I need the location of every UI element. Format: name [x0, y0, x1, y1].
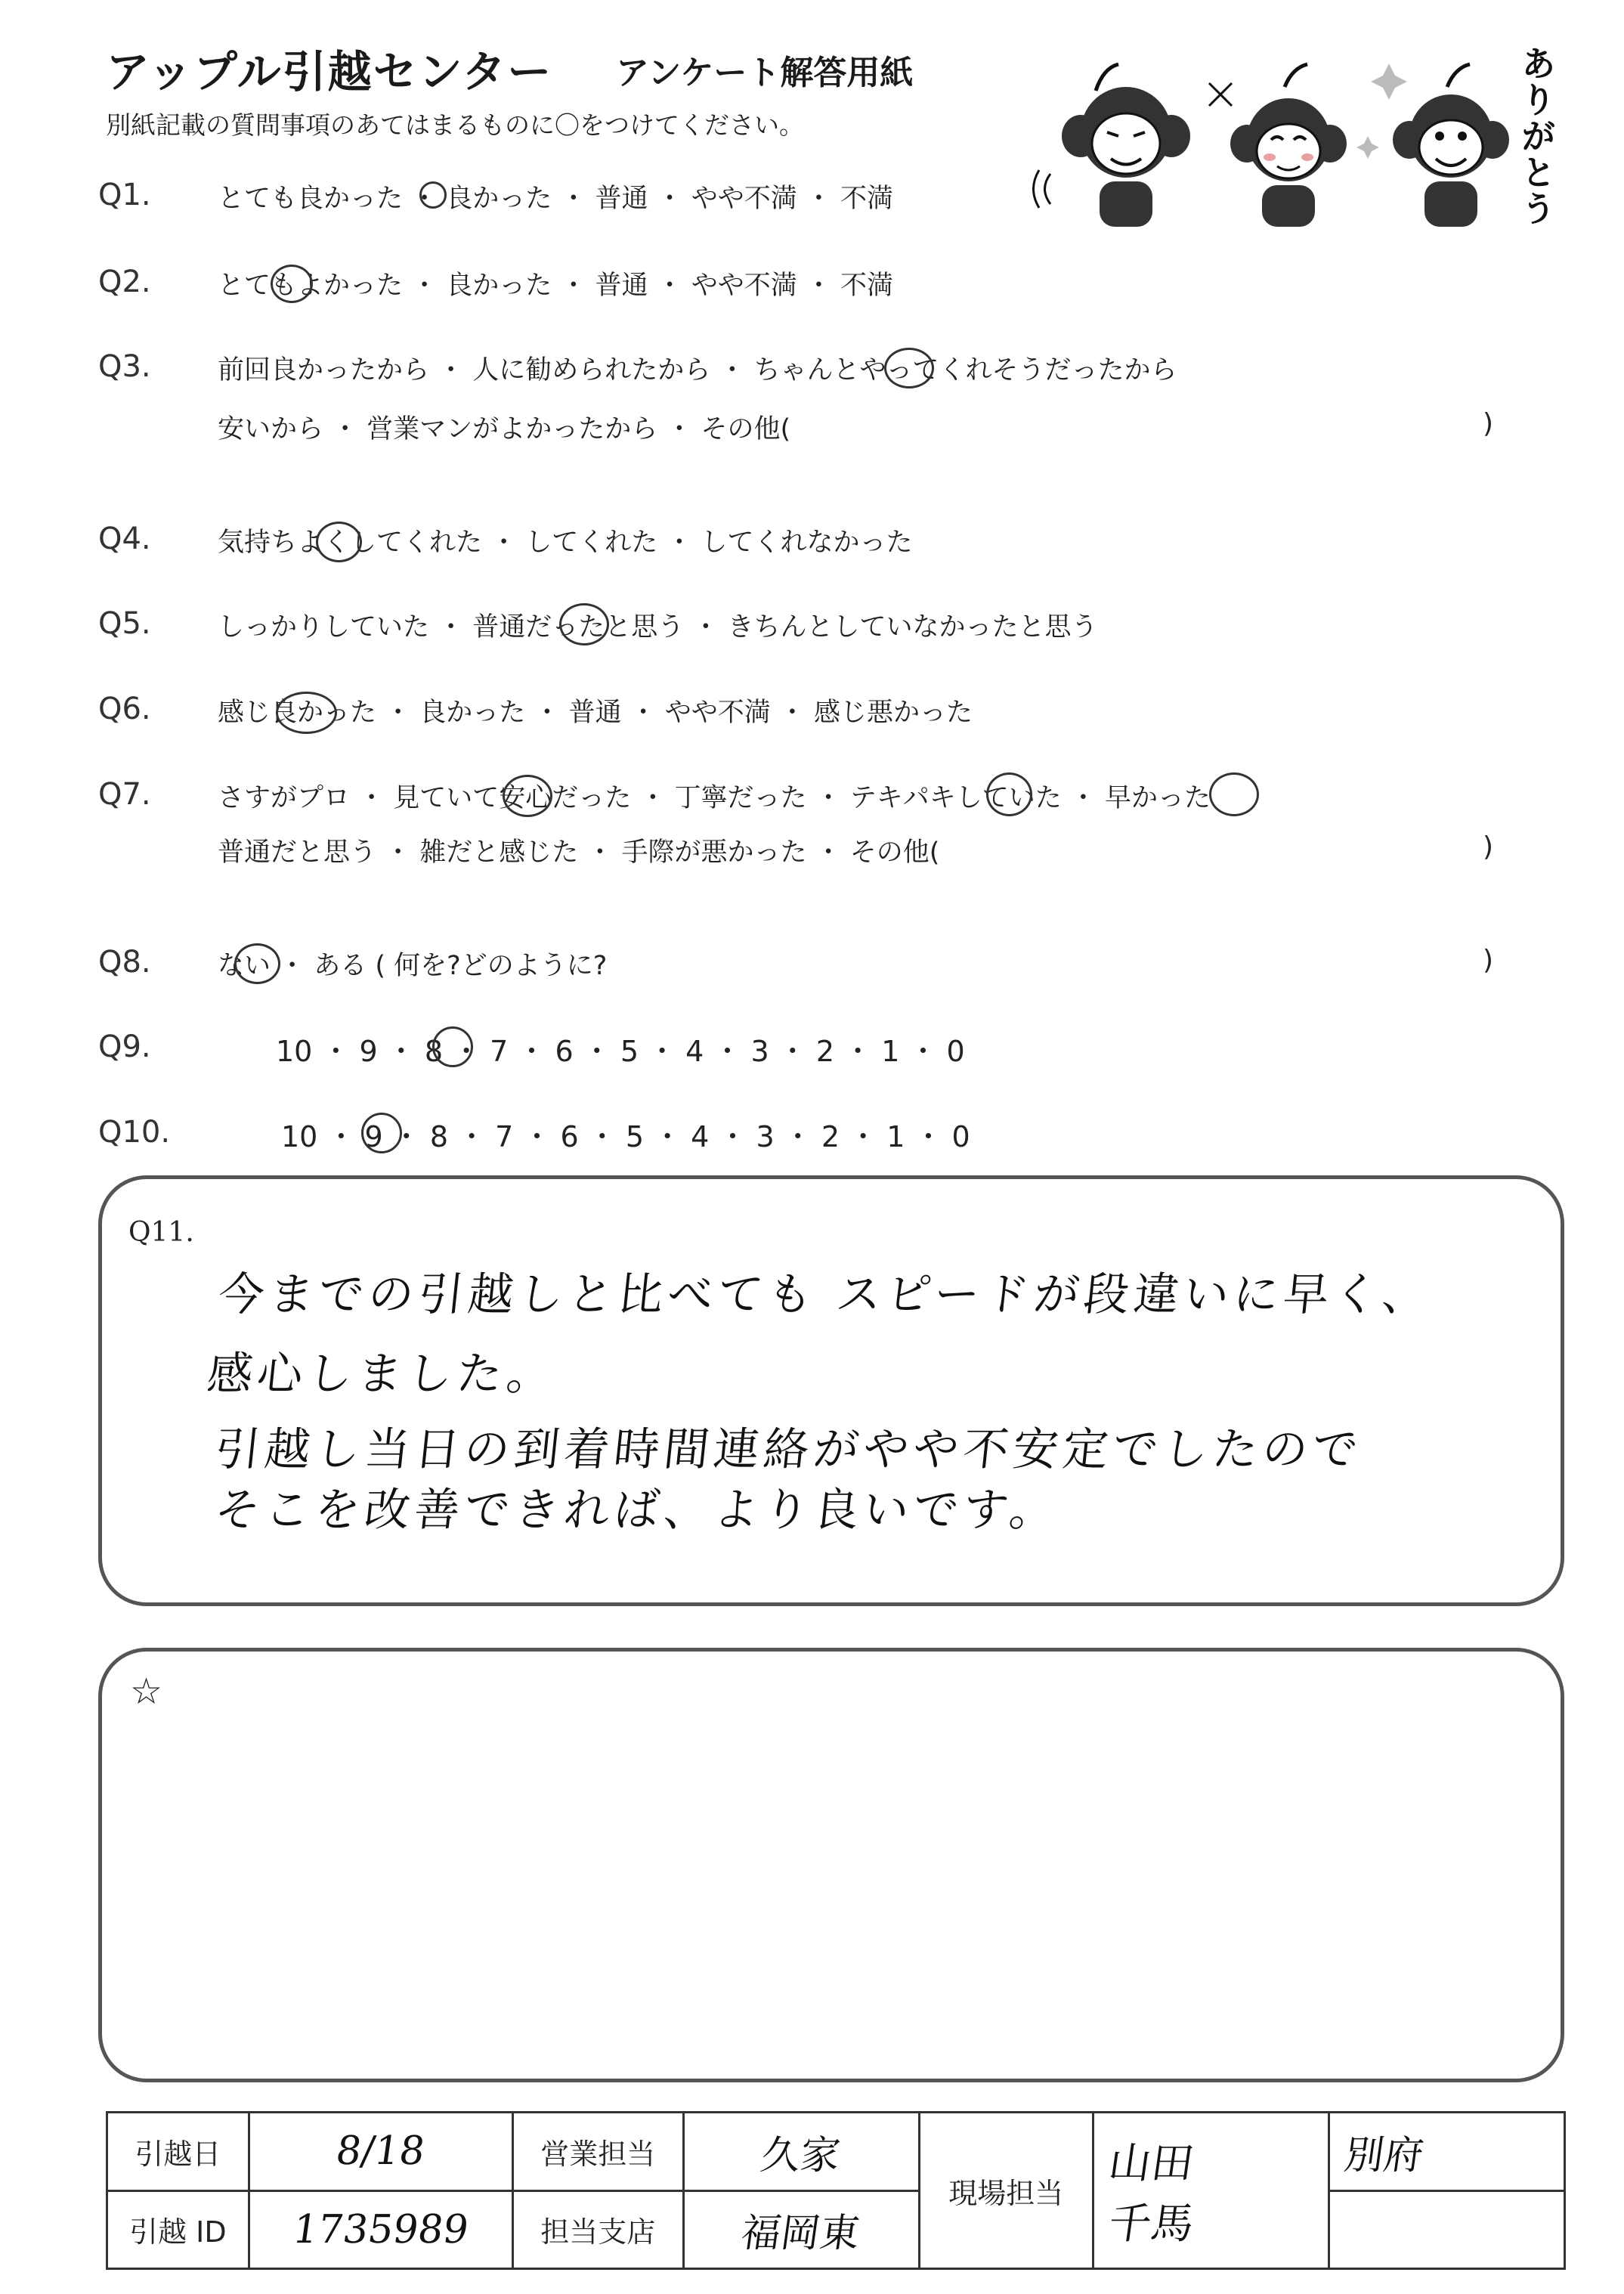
answer-circle	[316, 522, 362, 562]
move-date-label: 引越日	[107, 2113, 249, 2191]
q7-label: Q7.	[98, 777, 151, 812]
answer-circle	[986, 772, 1032, 816]
q1-options: とても良かった ・ 良かった ・ 普通 ・ やや不満 ・ 不満	[218, 184, 894, 214]
instruction-text: 別紙記載の質問事項のあてはまるものに〇をつけてください。	[106, 110, 804, 140]
q2-options: とてもよかった ・ 良かった ・ 普通 ・ やや不満 ・ 不満	[218, 271, 894, 301]
q4-label: Q4.	[98, 522, 151, 556]
monkey-mascot-left	[1034, 64, 1191, 227]
site-staff-1: 山田	[1105, 2139, 1197, 2188]
arigatou-text: ありがとう	[1516, 45, 1557, 227]
answer-circle	[276, 692, 337, 734]
move-id-label: 引越 ID	[107, 2190, 249, 2269]
q9-scale: 10 ・ 9 ・ 8 ・ 7 ・ 6 ・ 5 ・ 4 ・ 3 ・ 2 ・ 1 ・ 0	[276, 1035, 965, 1068]
monkey-mascot-right	[1356, 63, 1509, 227]
branch-label: 担当支店	[512, 2190, 683, 2269]
site-value-staff	[1093, 2113, 1329, 2269]
q9-label: Q9.	[98, 1029, 151, 1064]
q10-scale: 10 ・ 9 ・ 8 ・ 7 ・ 6 ・ 5 ・ 4 ・ 3 ・ 2 ・ 1 ・ 0	[281, 1120, 970, 1153]
q8-label: Q8.	[98, 945, 151, 980]
q11-handwritten-line2: 感心しました。	[204, 1348, 560, 1401]
q11-handwritten-line4: そこを改善できれば、より良いです。	[212, 1484, 1063, 1537]
q6-options: 感じ良かった ・ 良かった ・ 普通 ・ やや不満 ・ 感じ悪かった	[218, 698, 973, 728]
sales-value: 久家	[683, 2113, 919, 2191]
move-id-value: 1735989	[249, 2190, 512, 2269]
q1-label: Q1.	[98, 178, 151, 212]
move-date-value: 8/18	[249, 2113, 512, 2191]
q3-options-line2: 安いから ・ 営業マンがよかったから ・ その他(	[218, 414, 791, 444]
star-comment-box	[98, 1648, 1564, 2082]
info-table	[106, 2111, 1566, 2270]
q3-close-paren: )	[1483, 408, 1494, 439]
answer-circle	[234, 943, 280, 984]
q3-label: Q3.	[98, 349, 151, 384]
site-empty-cell	[1329, 2190, 1565, 2269]
q11-handwritten-line3: 引越し当日の到着時間連絡がやや不安定でしたので	[212, 1423, 1366, 1476]
q8-close-paren: )	[1483, 945, 1494, 976]
monkey-mascots-illustration	[1028, 45, 1511, 242]
site-staff-2: 千馬	[1105, 2200, 1197, 2249]
answer-circle	[503, 775, 552, 817]
q5-options: しっかりしていた ・ 普通だったと思う ・ きちんとしていなかったと思う	[218, 612, 1098, 642]
q4-options: 気持ちよくしてくれた ・ してくれた ・ してくれなかった	[218, 528, 913, 558]
q3-options-line1: 前回良かったから ・ 人に勧められたから ・ ちゃんとやってくれそうだったから	[218, 355, 1177, 385]
answer-circle	[432, 1026, 473, 1067]
q7-close-paren: )	[1483, 831, 1494, 862]
answer-circle	[559, 603, 609, 645]
q7-options-line2: 普通だと思う ・ 雑だと感じた ・ 手際が悪かった ・ その他(	[218, 837, 940, 868]
star-icon: ☆	[130, 1670, 163, 1713]
q6-label: Q6.	[98, 692, 151, 726]
monkey-mascot-middle	[1209, 64, 1347, 227]
branch-value: 福岡東	[683, 2190, 919, 2269]
sales-label: 営業担当	[512, 2113, 683, 2191]
form-title: アンケート解答用紙	[616, 54, 914, 92]
q8-options: ない ・ ある ( 何を?どのように?	[218, 951, 608, 981]
site-label: 現場担当	[919, 2113, 1093, 2269]
q10-label: Q10.	[98, 1115, 171, 1150]
site-value-3: 別府	[1329, 2113, 1565, 2191]
answer-circle	[1209, 772, 1259, 816]
answer-circle	[419, 181, 447, 209]
q5-label: Q5.	[98, 606, 151, 641]
q7-options-line1: さすがプロ ・ 見ていて安心だった ・ 丁寧だった ・ テキパキしていた ・ 早かった	[218, 783, 1211, 813]
answer-circle	[271, 265, 313, 303]
answer-circle	[884, 348, 934, 389]
answer-circle	[361, 1113, 402, 1153]
q11-handwritten-line1: 今までの引越しと比べても スピードが段違いに早く、	[215, 1268, 1435, 1321]
company-name: アップル引越センター	[106, 46, 553, 98]
q2-label: Q2.	[98, 265, 151, 299]
q11-label: Q11.	[128, 1217, 194, 1248]
